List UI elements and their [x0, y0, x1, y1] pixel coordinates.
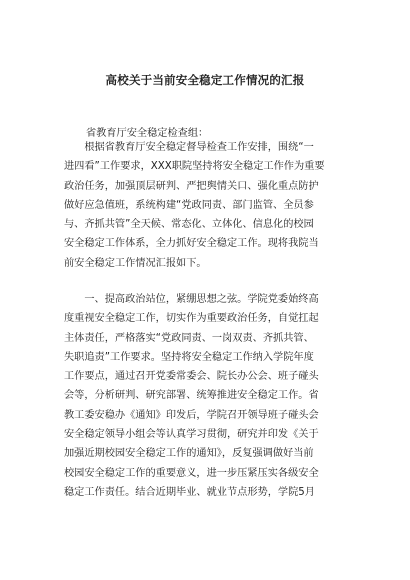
paragraph-line: 安全稳定领导小组会等认真学习贯彻，研究并印发《关于 [64, 429, 319, 441]
paragraph-line: 度重视安全稳定工作，切实作为重要政治任务，自觉扛起 [64, 313, 319, 325]
paragraph-line: 进四看”工作要求，XXX职院坚持将安全稳定工作作为重要 [64, 161, 325, 173]
greeting-line: 省教育厅安全稳定检查组： [86, 128, 209, 139]
paragraph-line: 失职追责”工作要求。坚持将安全稳定工作纳入学院年度 [64, 351, 314, 363]
paragraph-line: 政治任务，加强顶层研判、严把舆情关口、强化重点防护 [64, 180, 319, 192]
paragraph-line: 与、齐抓共管”全天候、常态化、立体化、信息化的校园 [64, 219, 314, 231]
paragraph-section-one [64, 290, 354, 502]
document-title: 高校关于当前安全稳定工作情况的汇报 [105, 73, 305, 87]
paragraph-line: 前安全稳定工作情况汇报如下。 [64, 257, 207, 269]
paragraph-line: 根据省教育厅安全稳定督导检查工作安排，围绕“一 [64, 142, 314, 153]
paragraph-line: 一、提高政治站位，紧绷思想之弦。学院党委始终高 [64, 294, 319, 305]
paragraph-line: 校园安全稳定工作的重要意义，进一步压紧压实各级安全 [64, 467, 319, 479]
paragraph-line: 会等，分析研判、研究部署、统筹推进安全稳定工作。省 [64, 390, 319, 402]
paragraph-line: 加强近期校园安全稳定工作的通知》，反复强调做好当前 [64, 448, 314, 460]
paragraph-line: 稳定工作责任。结合近期毕业、就业节点形势，学院5月 [64, 486, 315, 498]
paragraph-line: 做好应急值班，系统构建“党政同责、部门监管、全员参 [64, 199, 314, 211]
paragraph-line: 安全稳定工作体系，全力抓好安全稳定工作。现将我院当 [64, 238, 319, 250]
paragraph-line: 教工委安稳办《通知》印发后，学院召开领导班子碰头会 [64, 409, 319, 421]
paragraph-line: 主体责任，严格落实“党政同责、一岗双责、齐抓共管、 [64, 332, 314, 344]
paragraph-line: 工作要点，通过召开党委常委会、院长办公会、班子碰头 [64, 371, 319, 383]
paragraph-intro [64, 138, 354, 273]
